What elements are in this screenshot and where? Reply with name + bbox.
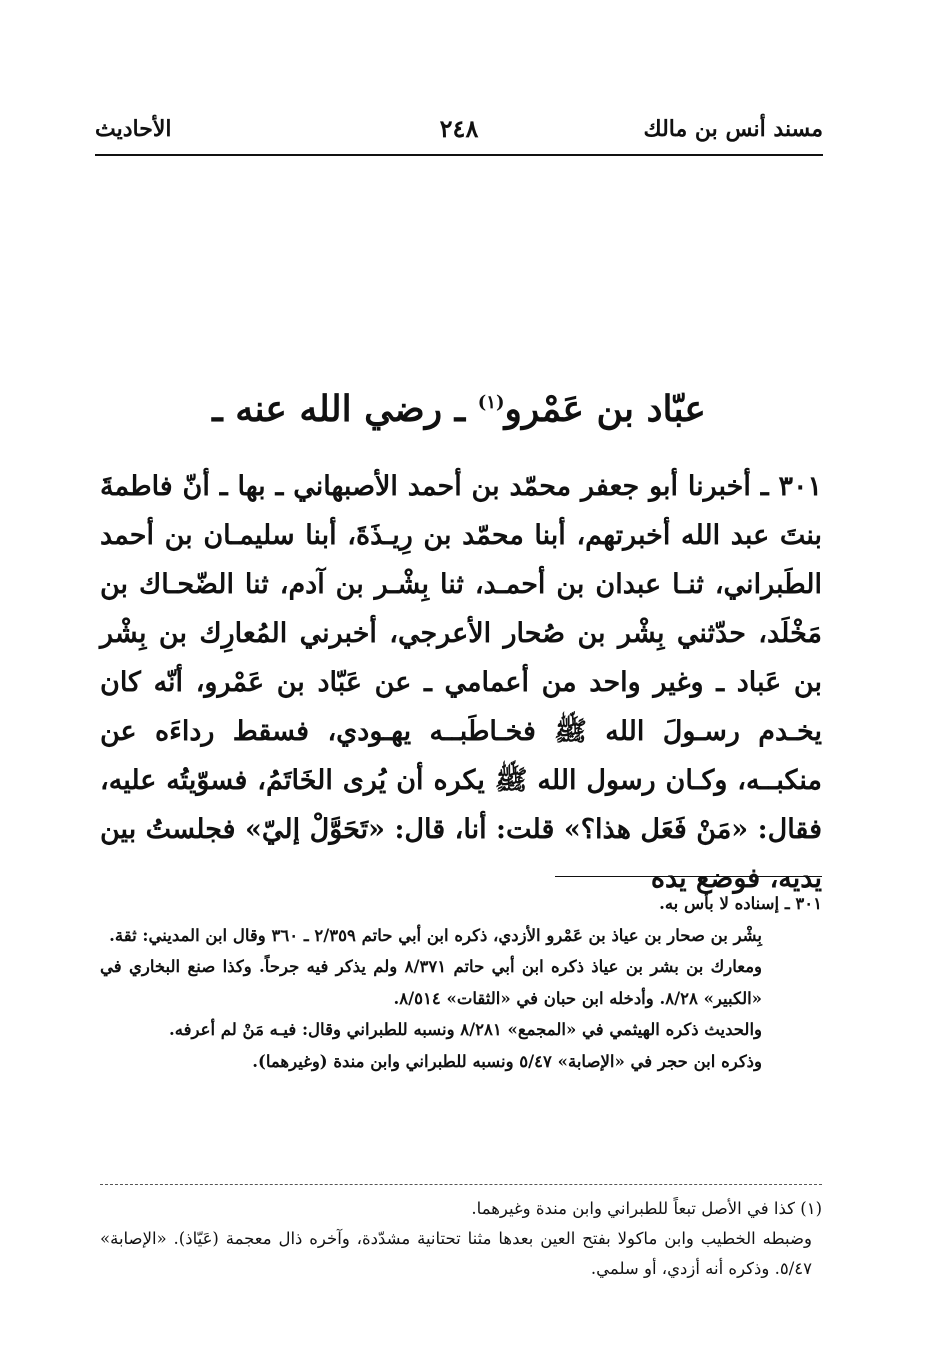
footnote-line: وضبطه الخطيب وابن ماكولا بفتح العين بعدها مثنا تحتانية مشدّدة، وآخره ذال معجمة (عَيّاذ). «الإصابة» ٥/٤٧. وذكره أنه أزدي، أو سلمي. [100, 1229, 812, 1278]
notes-line: وذكره ابن حجر في «الإصابة» ٥/٤٧ ونسبه للطبراني وابن مندة (وغيرهما). [252, 1051, 762, 1071]
hadith-text: ـ أخبرنا أبو جعفر محمّد بن أحمد الأصبهاني ـ بها ـ أنّ فاطمةَ بنتَ عبد الله أخبرتهم، أبنا محمّد بن رِيـذَةَ، أبنا سليمـان بن أحمد الطَبراني، ثنـا عبدان بن أحمـد، ثنا بِشْـر بن آدم، ثنا الضّحـاك بن مَخْلَد، حدّثني بِشْر بن صُحار الأعرجي، أخبرني المُعارِك بن بِشْر بن عَباد ـ وغير واحد من أعمامي ـ عن عَبّاد بن عَمْرو، أنّه كان يخـدم رسـولَ الله ﷺ فخـاطَبــه يهـودي، فسقط رداءَه عن منكبــه، وكـان رسول الله ﷺ يكره أن يُرى الخَاتَمُ، فسوّيتُه عليه، فقال: «مَنْ فَعَل هذا؟» قلت: أنا، قال: «تَحَوَّلْ إليّ» فجلستُ بين يديه، فوضع يده [100, 471, 823, 894]
notes-line: ـ إسناده لا بأس به. [659, 894, 790, 913]
chapter-title-suffix: ـ رضي الله عنه ـ [212, 388, 466, 430]
footnote-separator [100, 1184, 822, 1185]
book-title: مسند أنس بن مالك [643, 116, 823, 142]
footnote [100, 1194, 822, 1284]
footnote-marker: (١) [800, 1199, 822, 1218]
footnote-line: كذا في الأصل تبعاً للطبراني وابن مندة وغيرهما. [471, 1199, 795, 1218]
notes-line: والحديث ذكره الهيثمي في «المجمع» ٨/٢٨١ ونسبه للطبراني وقال: فيـه مَنْ لم أعرفه. [169, 1020, 762, 1039]
notes-separator [555, 876, 822, 877]
chapter-title-text: عبّاد بن عَمْرو [504, 388, 706, 430]
notes-first-line [100, 888, 822, 920]
chapter-footnote-marker: (١) [477, 392, 505, 413]
notes-line: بِشْر بن صحار بن عياذ بن عَمْرو الأزدي، ذكره ابن أبي حاتم ٢/٣٥٩ ـ ٣٦٠ وقال ابن المديني: ثقة. [109, 925, 762, 945]
notes-line: ومعارك بن بشر بن عياذ ذكره ابن أبي حاتم ٨/٣٧١ ولم يذكر فيه جرحاً. وكذا صنع البخاري في «الكبير» ٨/٢٨. وأدخله ابن حبان في «الثقات» ٨/٥١٤. [100, 957, 762, 1008]
hadith-number: ٣٠١ [778, 471, 822, 502]
section-title: الأحاديث [95, 116, 172, 142]
chapter-title [95, 388, 823, 430]
footnote-first-line [100, 1194, 822, 1224]
hadith-notes [100, 888, 822, 1077]
notes-number: ٣٠١ [795, 894, 822, 913]
page-number: ٢٤٨ [439, 114, 479, 143]
page-header [95, 112, 823, 156]
hadith-body [100, 462, 822, 903]
